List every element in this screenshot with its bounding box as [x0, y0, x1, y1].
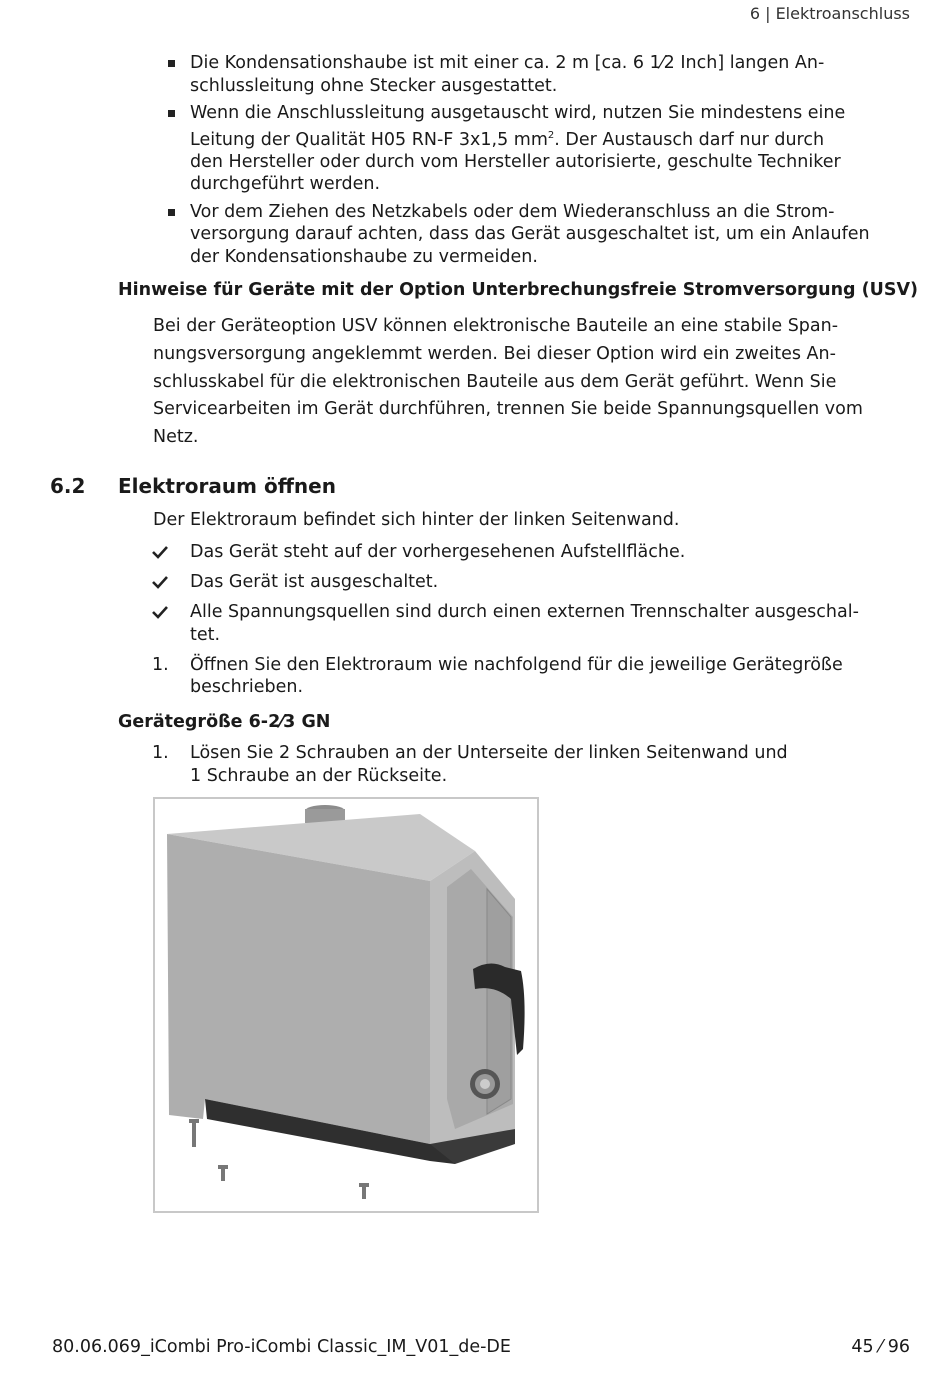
step-text: beschrieben.: [190, 677, 304, 697]
usv-heading: Hinweise für Geräte mit der Option Unterbrechungsfreie Stromversorgung (USV): [118, 280, 919, 300]
section-intro: Der Elektroraum befindet sich hinter der linken Seitenwand.: [153, 510, 680, 530]
checkmark-icon: [152, 545, 168, 559]
bullet-list: [118, 52, 918, 273]
screw-icon: [359, 1183, 369, 1199]
size-heading: Gerätegröße 6-2⁄3 GN: [118, 712, 331, 732]
checkmark-icon: [152, 575, 168, 589]
bullet-line: Die Kondensationshaube ist mit einer ca. 2 m [ca. 6 1⁄2 Inch] langen An-: [190, 53, 825, 73]
bullet-line: durchgeführt werden.: [190, 174, 381, 195]
checklist-item: [118, 541, 918, 564]
paragraph-line: nungsversorgung angeklemmt werden. Bei dieser Option wird ein zweites An-: [153, 343, 836, 364]
bullet-line: Wenn die Anschlussleitung ausgetauscht wird, nutzen Sie mindestens eine: [190, 103, 846, 123]
checkmark-icon: [152, 605, 168, 619]
bullet-item: [118, 102, 918, 196]
numbered-step: [118, 742, 918, 787]
step-text: 1 Schraube an der Rückseite.: [190, 765, 448, 786]
paragraph-line: Bei der Geräteoption USV können elektronische Bauteile an eine stabile Span-: [153, 316, 839, 336]
bullet-line: den Hersteller oder durch vom Hersteller autorisierte, geschulte Techniker: [190, 151, 841, 172]
bullet-text: Leitung der Qualität H05 RN-F 3x1,5 mm: [190, 129, 548, 150]
step-text: Öffnen Sie den Elektroraum wie nachfolgend für die jeweilige Gerätegröße: [190, 654, 843, 675]
screw-icon: [218, 1165, 228, 1181]
bullet-square-icon: [168, 209, 175, 216]
numbered-step: [118, 654, 918, 699]
step-text: Lösen Sie 2 Schrauben an der Unterseite der linken Seitenwand und: [190, 743, 788, 763]
section-title: Elektroraum öffnen: [118, 474, 336, 498]
step-number: 1.: [152, 743, 169, 763]
bullet-square-icon: [168, 110, 175, 117]
bullet-line: schlussleitung ohne Stecker ausgestattet.: [190, 75, 558, 96]
document-id: 80.06.069_iCombi Pro-iCombi Classic_IM_V01_de-DE: [52, 1337, 511, 1357]
bullet-line: [190, 125, 918, 151]
usv-paragraph: [153, 313, 918, 452]
bullet-line: versorgung darauf achten, dass das Gerät ausgeschaltet ist, um ein Anlaufen: [190, 224, 870, 245]
screw-icon: [189, 1119, 199, 1147]
prerequisite-list: [118, 541, 918, 706]
paragraph-line: Servicearbeiten im Gerät durchführen, trennen Sie beide Spannungsquellen vom: [153, 399, 863, 420]
checklist-text: Das Gerät ist ausgeschaltet.: [190, 572, 439, 592]
checklist-item: [118, 601, 918, 646]
bullet-square-icon: [168, 60, 175, 67]
paragraph-line: Netz.: [153, 427, 199, 448]
page-number: 45 ⁄ 96: [851, 1337, 910, 1357]
step-number: 1.: [152, 654, 169, 675]
checklist-item: [118, 571, 918, 594]
bullet-line: der Kondensationshaube zu vermeiden.: [190, 246, 538, 267]
checklist-text: Alle Spannungsquellen sind durch einen externen Trennschalter ausgeschal-: [190, 602, 859, 622]
running-header: 6 | Elektroanschluss: [749, 4, 910, 23]
paragraph-line: schlusskabel für die elektronischen Bauteile aus dem Gerät geführt. Wenn Sie: [153, 371, 837, 392]
checklist-text: tet.: [190, 624, 221, 645]
bullet-item: [118, 201, 918, 269]
bullet-item: [118, 52, 918, 97]
appliance-illustration: [153, 797, 539, 1213]
combi-oven-drawing: [155, 799, 537, 1211]
size-step-list: [118, 742, 918, 795]
checklist-text: Das Gerät steht auf der vorhergesehenen Aufstellfläche.: [190, 542, 686, 562]
section-number: 6.2: [50, 474, 86, 498]
bullet-line: Vor dem Ziehen des Netzkabels oder dem Wiederanschluss an die Strom-: [190, 201, 835, 222]
superscript: 2: [547, 129, 555, 141]
bullet-text: . Der Austausch darf nur durch: [554, 129, 825, 150]
